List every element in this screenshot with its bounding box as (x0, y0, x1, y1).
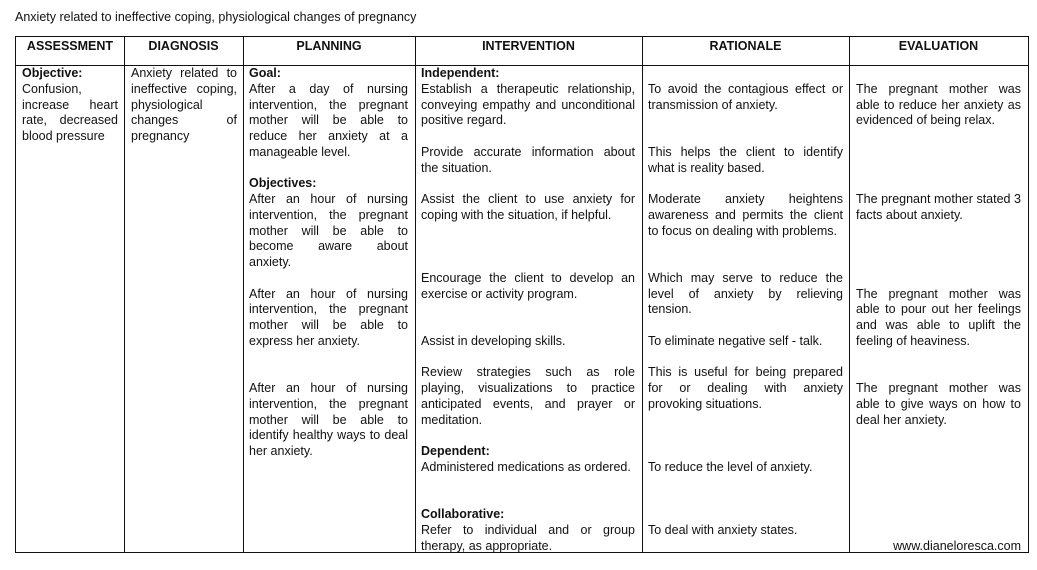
document-title: Anxiety related to ineffective coping, physiological changes of pregnancy (15, 10, 417, 24)
column-divider (243, 37, 244, 552)
planning-cell (249, 66, 408, 552)
intervention-item: Assist in developing skills. (421, 333, 566, 348)
intervention-item: Encourage the client to develop an exercise or activity program. (421, 270, 635, 301)
rationale-item: To eliminate negative self - talk. (648, 333, 823, 348)
rationale-cell (648, 66, 843, 552)
header-diagnosis: DIAGNOSIS (148, 39, 219, 53)
column-divider (642, 37, 643, 552)
objective-item: After an hour of nursing intervention, the pregnant mother will be able to become aware about anxiety. (249, 192, 408, 269)
nursing-care-plan-table (15, 36, 1029, 553)
evaluation-cell (856, 66, 1021, 552)
assessment-cell (22, 66, 118, 552)
column-divider (849, 37, 850, 552)
intervention-item: Provide accurate information about the situation. (421, 144, 635, 175)
watermark-url: www.dianeloresca.com (893, 538, 1021, 553)
header-evaluation: EVALUATION (898, 39, 979, 53)
objective-item: After an hour of nursing intervention, the pregnant mother will be able to identify healthy ways to deal her anxiety. (249, 381, 408, 458)
rationale-item: This is useful for being prepared for or dealing with anxiety provoking situations. (648, 365, 843, 411)
rationale-item: Moderate anxiety heightens awareness and permits the client to focus on dealing with problems. (648, 192, 843, 238)
intervention-item: Administered medications as ordered. (421, 459, 631, 474)
rationale-item: Which may serve to reduce the level of anxiety by relieving tension. (648, 270, 843, 317)
intervention-item: Establish a therapeutic relationship, conveying empathy and unconditional positive regard. (421, 81, 635, 128)
diagnosis-cell (131, 66, 237, 552)
evaluation-item: The pregnant mother stated 3 facts about anxiety. (856, 192, 1021, 222)
rationale-item: To reduce the level of anxiety. (648, 459, 813, 474)
goal-text: After a day of nursing intervention, the pregnant mother will be able to reduce her anxiety at a manageable level. (249, 81, 408, 159)
column-divider (415, 37, 416, 552)
diagnosis-text: Anxiety related to ineffective coping, physiological changes of pregnancy (131, 66, 237, 143)
header-rationale: RATIONALE (709, 39, 782, 53)
header-assessment: ASSESSMENT (26, 39, 114, 53)
header-intervention: INTERVENTION (482, 39, 575, 53)
collaborative-heading: Collaborative: (421, 507, 505, 521)
objective-item: After an hour of nursing intervention, the pregnant mother will be able to express her anxiety. (249, 286, 408, 348)
assessment-text: Confusion, increase heart rate, decreased blood pressure (22, 81, 118, 143)
intervention-item: Refer to individual and or group therapy, as appropriate. (421, 522, 635, 553)
intervention-item: Assist the client to use anxiety for coping with the situation, if helpful. (421, 192, 635, 222)
evaluation-item: The pregnant mother was able to reduce her anxiety as evidenced of being relax. (856, 81, 1021, 128)
header-planning: PLANNING (296, 39, 362, 53)
intervention-cell (421, 66, 635, 552)
rationale-item: This helps the client to identify what is reality based. (648, 144, 843, 175)
evaluation-item: The pregnant mother was able to give ways on how to deal her anxiety. (856, 381, 1021, 427)
assessment-heading: Objective: (22, 66, 83, 80)
independent-heading: Independent: (421, 66, 500, 80)
column-divider (124, 37, 125, 552)
header-row (16, 37, 1028, 66)
dependent-heading: Dependent: (421, 444, 490, 458)
objectives-heading: Objectives: (249, 176, 317, 191)
evaluation-item: The pregnant mother was able to pour out her feelings and was able to uplift the feeling of heaviness. (856, 286, 1021, 348)
goal-heading: Goal: (249, 66, 281, 80)
intervention-item: Review strategies such as role playing, visualizations to practice anticipated events, and prayer or meditation. (421, 365, 635, 427)
rationale-item: To avoid the contagious effect or transmission of anxiety. (648, 81, 843, 112)
rationale-item: To deal with anxiety states. (648, 522, 798, 537)
